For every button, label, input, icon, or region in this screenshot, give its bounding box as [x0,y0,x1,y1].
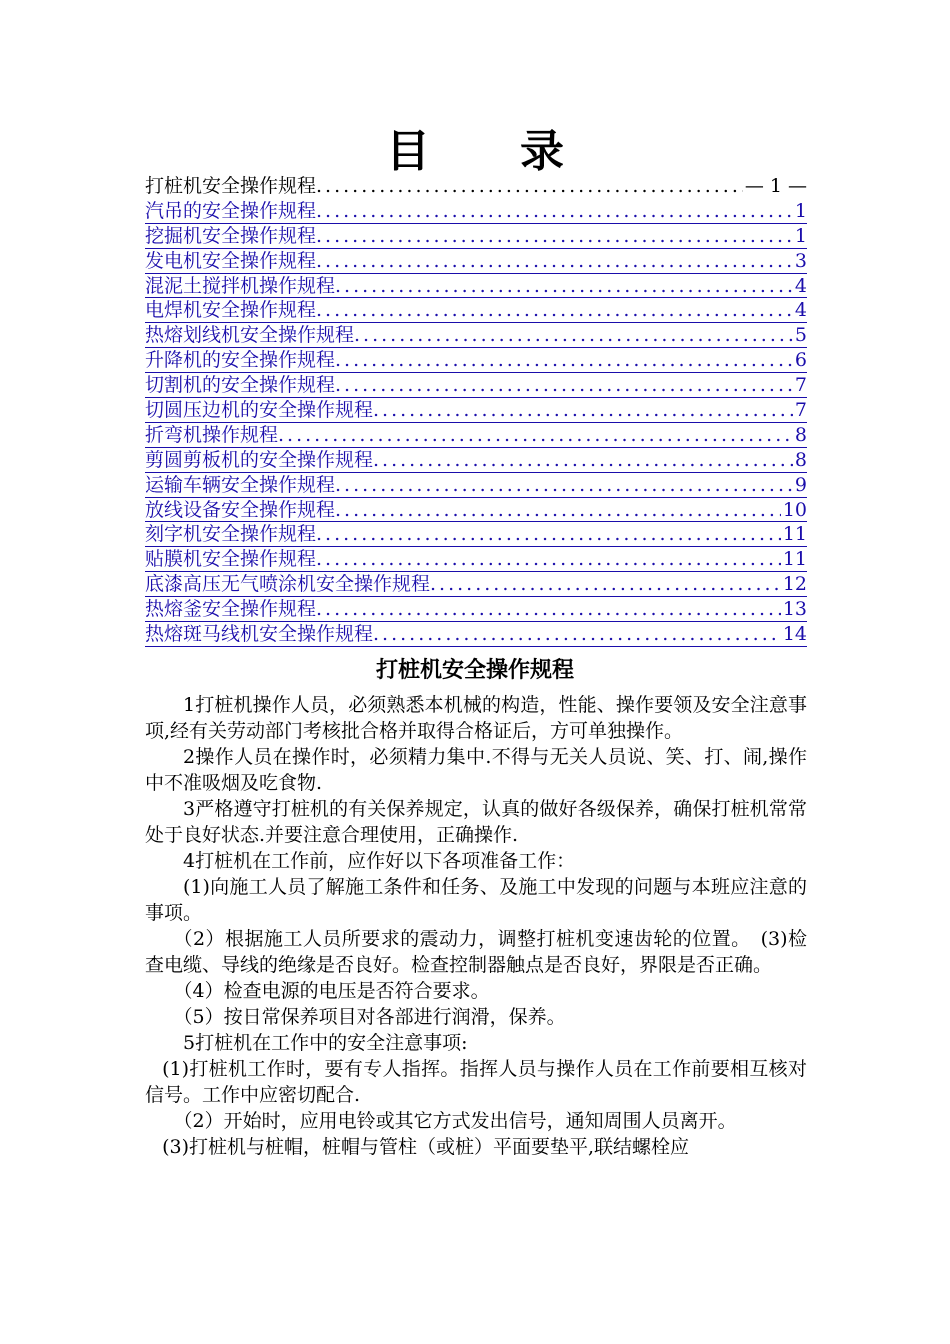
toc-entry[interactable] [145,224,807,249]
toc-leader-dots [316,522,781,547]
toc-leader-dots [316,199,793,224]
toc-entry-page: 10 [782,498,807,521]
toc-entry[interactable] [145,373,807,398]
toc-leader-dots [316,174,743,199]
toc-entry[interactable] [145,522,807,547]
toc-leader-dots [316,249,793,274]
toc-entry[interactable] [145,572,807,597]
toc-entry-label: 刻字机安全操作规程 [145,523,317,546]
toc-entry-label: 贴膜机安全操作规程 [145,548,317,571]
toc-leader-dots [373,622,781,647]
toc-entry-label: 切圆压边机的安全操作规程 [145,399,374,422]
toc-entry[interactable] [145,448,807,473]
toc-entry[interactable] [145,597,807,622]
section-heading: 打桩机安全操作规程 [375,658,574,683]
toc-leader-dots [335,498,781,523]
toc-entry-page: 7 [794,374,807,397]
toc-entry-label: 汽吊的安全操作规程 [145,199,317,222]
toc-entry-page: 3 [794,249,807,272]
toc-entry[interactable] [145,547,807,572]
toc-leader-dots [316,298,793,323]
toc-entry [145,174,807,199]
paragraph: （2）根据施工人员所要求的震动力，调整打桩机变速齿轮的位置。 (3)检查电缆、导线的绝缘是否良好。检查控制器触点是否良好，界限是否正确。 [145,928,807,976]
toc-entry-page: 12 [782,573,807,596]
toc-entry[interactable] [145,249,807,274]
toc-leader-dots [316,597,781,622]
paragraph: 1打桩机操作人员，必须熟悉本机械的构造，性能、操作要领及安全注意事项,经有关劳动部门考核批合格并取得合格证后，方可单独操作。 [145,694,807,742]
toc-entry-label: 挖掘机安全操作规程 [145,224,317,247]
paragraph: (1)向施工人员了解施工条件和任务、及施工中发现的问题与本班应注意的事项。 [145,876,807,924]
toc-entry-label: 底漆高压无气喷涂机安全操作规程 [145,573,431,596]
paragraph: 2操作人员在操作时，必须精力集中.不得与无关人员说、笑、打、闹,操作中不准吸烟及吃食物. [145,746,807,794]
toc-entry[interactable] [145,622,807,647]
toc-entry-page: 8 [794,423,807,446]
toc-entry-label: 运输车辆安全操作规程 [145,473,336,496]
paragraph: （5）按日常保养项目对各部进行润滑，保养。 [173,1006,566,1028]
toc-entry-label: 折弯机操作规程 [145,423,279,446]
toc-entry-label: 电焊机安全操作规程 [145,299,317,322]
toc-entry-label: 热熔划线机安全操作规程 [145,324,355,347]
toc-leader-dots [373,398,793,423]
paragraph: (1)打桩机工作时，要有专人指挥。指挥人员与操作人员在工作前要相互核对信号。工作中应密切配合. [145,1058,807,1106]
toc-title: 目录 [386,126,654,177]
toc-entry-page: 5 [794,324,807,347]
toc-entry-label: 打桩机安全操作规程 [145,175,317,197]
toc-entry-page: 11 [782,548,807,571]
paragraph: (3)打桩机与桩帽，桩帽与管柱（或桩）平面要垫平,联结螺栓应 [162,1136,690,1158]
toc-entry[interactable] [145,348,807,373]
toc-entry[interactable] [145,274,807,299]
toc-entry[interactable] [145,498,807,523]
toc-entry-label: 切割机的安全操作规程 [145,374,336,397]
toc-leader-dots [335,274,793,299]
toc-entry-page: 9 [794,473,807,496]
toc-entry-page: 4 [794,299,807,322]
toc-entry-label: 热熔斑马线机安全操作规程 [145,623,374,646]
toc-leader-dots [335,373,793,398]
toc-entry-page: 14 [782,623,807,646]
toc-leader-dots [373,448,793,473]
toc-entry-label: 放线设备安全操作规程 [145,498,336,521]
toc-entry-page: 1 [794,199,807,222]
toc-entry-label: 剪圆剪板机的安全操作规程 [145,448,374,471]
toc-leader-dots [354,323,793,348]
toc-entry[interactable] [145,398,807,423]
toc-leader-dots [335,473,793,498]
toc-entry[interactable] [145,423,807,448]
toc-entry-page: 11 [782,523,807,546]
paragraph: 4打桩机在工作前，应作好以下各项准备工作： [183,850,576,872]
paragraph: 3严格遵守打桩机的有关保养规定，认真的做好各级保养，确保打桩机常常处于良好状态.并要注意合理使用，正确操作. [145,798,807,846]
toc-entry-page: 1 [794,224,807,247]
toc-entry-page: — 1 — [744,175,807,197]
toc-entry[interactable] [145,298,807,323]
toc-leader-dots [430,572,781,597]
toc-leader-dots [316,224,793,249]
toc-entry[interactable] [145,473,807,498]
toc-entry-page: 8 [794,448,807,471]
toc-entry-page: 6 [794,349,807,372]
toc-leader-dots [278,423,793,448]
toc-entry-label: 发电机安全操作规程 [145,249,317,272]
toc-leader-dots [316,547,781,572]
toc-entry[interactable] [145,199,807,224]
toc-entry-label: 升降机的安全操作规程 [145,349,336,372]
toc-entry-label: 热熔釜安全操作规程 [145,598,317,621]
paragraph: 5打桩机在工作中的安全注意事项: [183,1032,468,1054]
paragraph: （4）检查电源的电压是否符合要求。 [173,980,490,1002]
section-body [145,692,807,1160]
table-of-contents [145,174,807,647]
toc-entry-label: 混泥土搅拌机操作规程 [145,274,336,297]
toc-leader-dots [335,348,793,373]
toc-entry-page: 4 [794,274,807,297]
toc-entry-page: 7 [794,399,807,422]
toc-entry-page: 13 [782,598,807,621]
toc-entry[interactable] [145,323,807,348]
paragraph: （2）开始时，应用电铃或其它方式发出信号，通知周围人员离开。 [173,1110,737,1132]
